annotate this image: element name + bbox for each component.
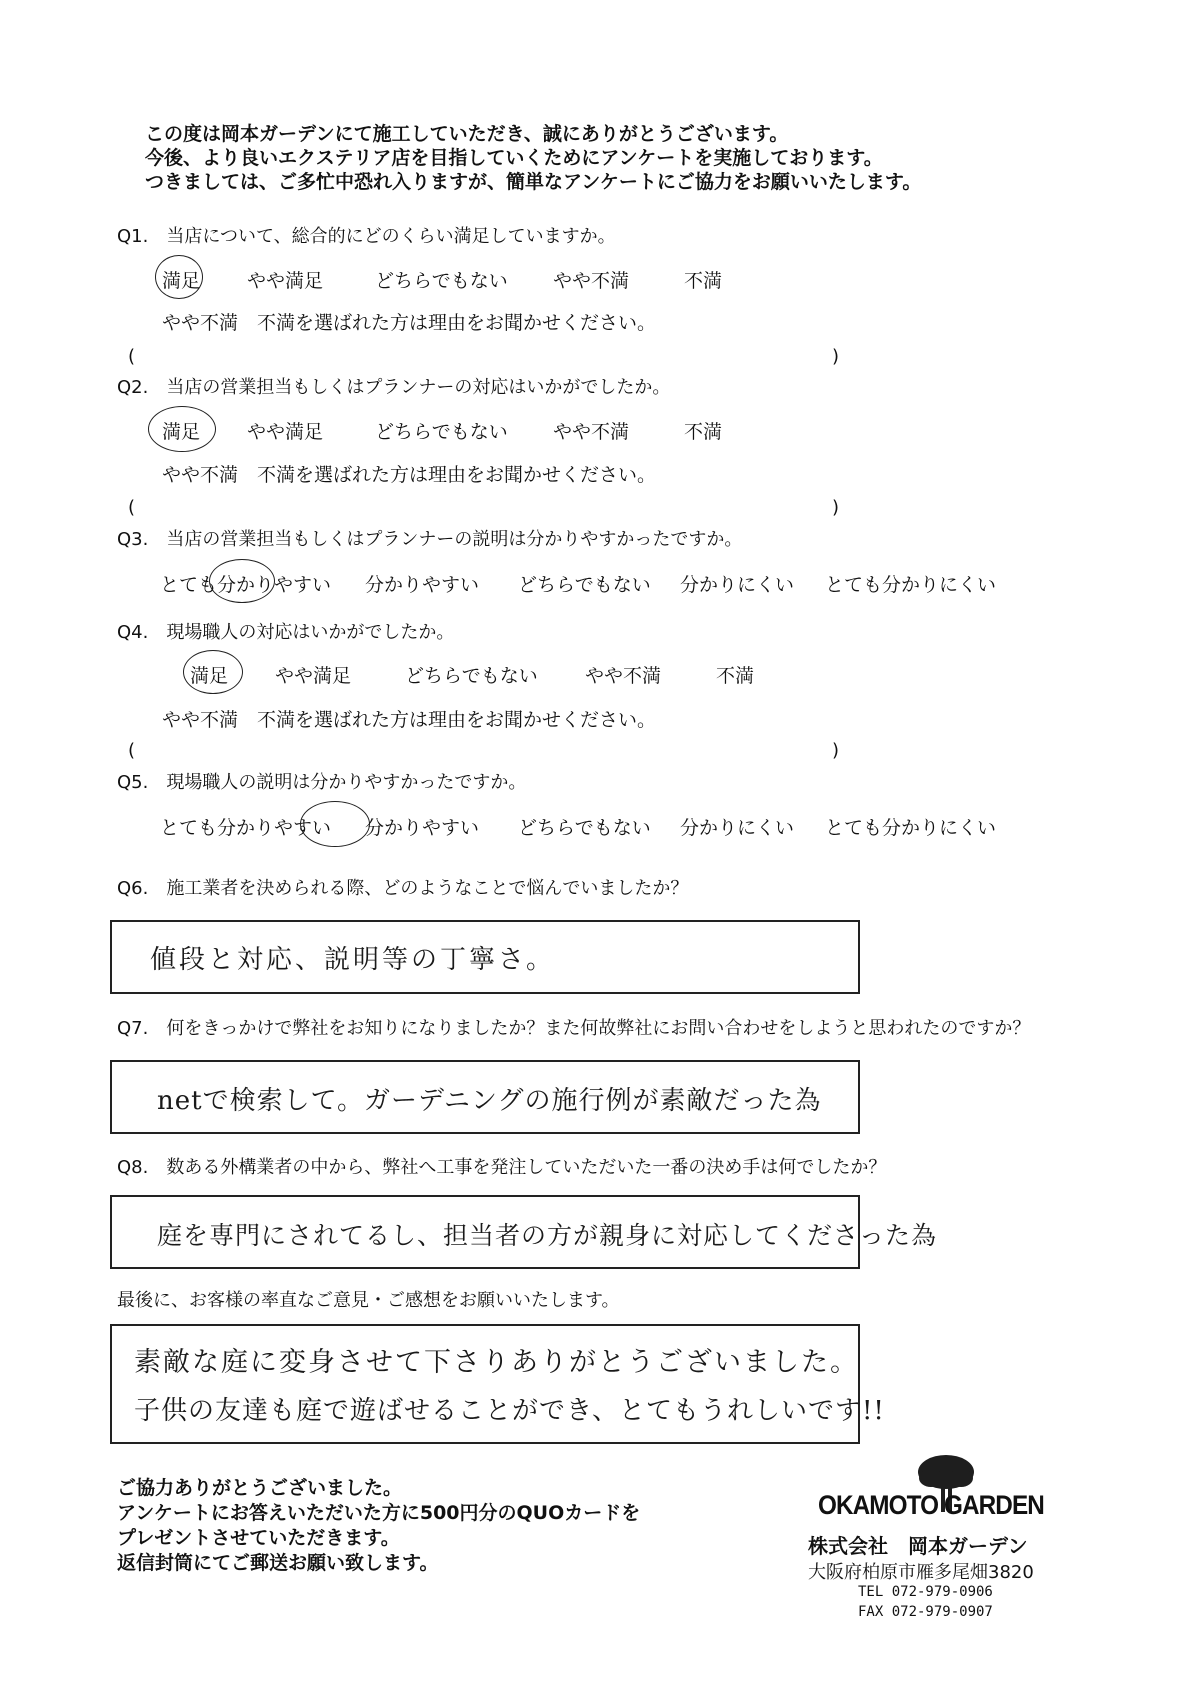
intro-line-1: この度は岡本ガーデンにて施工していただき、誠にありがとうございます。 — [145, 123, 789, 145]
q5-selection-circle — [300, 801, 370, 847]
q4-option-somewhat-satisfied[interactable]: やや満足 — [275, 665, 352, 687]
q3-option-very-clear[interactable]: とても分かりやすい — [160, 574, 332, 596]
q2-reason-prompt: やや不満 不満を選ばれた方は理由をお聞かせください。 — [162, 464, 657, 486]
q2-question: Q2. 当店の営業担当もしくはプランナーの対応はいかがでしたか。 — [117, 377, 671, 398]
q4-option-somewhat-dissatisfied[interactable]: やや不満 — [585, 665, 662, 687]
q7-question: Q7. 何をきっかけで弊社をお知りになりましたか？また何故弊社にお問い合わせをしようと思われたのですか？ — [117, 1018, 1031, 1039]
company-tel: TEL 072-979-0906 — [858, 1584, 993, 1600]
q1-option-somewhat-dissatisfied[interactable]: やや不満 — [553, 270, 630, 292]
q4-option-dissatisfied[interactable]: 不満 — [716, 665, 755, 687]
q1-selection-circle — [155, 255, 203, 299]
final-answer-line-2: 子供の友達も庭で遊ばせることができ、とてもうれしいです!! — [134, 1396, 885, 1426]
q4-reason-prompt: やや不満 不満を選ばれた方は理由をお聞かせください。 — [162, 709, 657, 731]
q2-option-dissatisfied[interactable]: 不満 — [684, 421, 723, 443]
q2-option-neutral[interactable]: どちらでもない — [375, 421, 508, 443]
q2-reason-paren-open: ( — [128, 497, 136, 518]
footer-thanks: ご協力ありがとうございました。 — [117, 1477, 403, 1499]
q2-selection-circle — [148, 406, 216, 452]
q2-option-somewhat-dissatisfied[interactable]: やや不満 — [553, 421, 630, 443]
q5-option-unclear[interactable]: 分かりにくい — [680, 817, 795, 839]
q6-answer-text: 値段と対応、説明等の丁寧さ。 — [150, 945, 555, 975]
q5-question: Q5. 現場職人の説明は分かりやすかったですか。 — [117, 772, 527, 793]
q3-option-clear[interactable]: 分かりやすい — [365, 574, 480, 596]
q3-selection-circle — [209, 559, 275, 603]
footer-return-envelope: 返信封筒にてご郵送お願い致します。 — [117, 1552, 439, 1574]
company-logo-text: OKAMOTO GARDEN — [818, 1490, 1044, 1520]
q2-option-satisfied[interactable]: 満足 — [162, 421, 201, 443]
q8-question: Q8. 数ある外構業者の中から、弊社へ工事を発注していただいた一番の決め手は何でしたか？ — [117, 1157, 887, 1178]
q2-reason-paren-close: ) — [832, 497, 840, 518]
footer-quo-card: アンケートにお答えいただいた方に500円分のQUOカードを — [117, 1502, 641, 1524]
q4-option-neutral[interactable]: どちらでもない — [405, 665, 538, 687]
final-answer-box[interactable] — [110, 1324, 885, 1444]
q4-option-satisfied[interactable]: 満足 — [190, 665, 229, 687]
q8-answer-text: 庭を専門にされてるし、担当者の方が親身に対応してくださった為 — [157, 1221, 938, 1250]
q7-answer-text: netで検索して。ガーデニングの施行例が素敵だった為 — [157, 1086, 822, 1116]
q5-option-very-clear[interactable]: とても分かりやすい — [160, 817, 332, 839]
q6-question: Q6. 施工業者を決められる際、どのようなことで悩んでいましたか？ — [117, 878, 689, 899]
final-answer-line-1: 素敵な庭に変身させて下さりありがとうございました。 — [134, 1347, 859, 1378]
q6-answer-box[interactable] — [110, 920, 860, 994]
q7-answer-box[interactable] — [110, 1060, 860, 1134]
company-address: 大阪府柏原市雁多尾畑3820 — [808, 1562, 1034, 1583]
q1-reason-paren-close: ) — [832, 346, 840, 367]
q1-option-dissatisfied[interactable]: 不満 — [684, 270, 723, 292]
footer-present: プレゼントさせていただきます。 — [117, 1527, 400, 1549]
q8-answer-box[interactable] — [110, 1195, 938, 1269]
company-fax: FAX 072-979-0907 — [858, 1604, 993, 1620]
q3-option-unclear[interactable]: 分かりにくい — [680, 574, 795, 596]
q4-selection-circle — [183, 650, 243, 694]
q5-option-clear[interactable]: 分かりやすい — [365, 817, 480, 839]
intro-line-2: 今後、より良いエクステリア店を目指していくためにアンケートを実施しております。 — [145, 147, 883, 169]
q3-option-neutral[interactable]: どちらでもない — [518, 574, 651, 596]
intro-line-3: つきましては、ご多忙中恐れ入りますが、簡単なアンケートにご協力をお願いいたします。 — [145, 171, 922, 193]
q1-option-neutral[interactable]: どちらでもない — [375, 270, 508, 292]
final-question: 最後に、お客様の率直なご意見・ご感想をお願いいたします。 — [117, 1290, 620, 1311]
q1-reason-prompt: やや不満 不満を選ばれた方は理由をお聞かせください。 — [162, 312, 657, 334]
q5-option-very-unclear[interactable]: とても分かりにくい — [825, 817, 997, 839]
q5-option-neutral[interactable]: どちらでもない — [518, 817, 651, 839]
q3-question: Q3. 当店の営業担当もしくはプランナーの説明は分かりやすかったですか。 — [117, 529, 743, 550]
company-name: 株式会社 岡本ガーデン — [808, 1534, 1028, 1558]
q2-option-somewhat-satisfied[interactable]: やや満足 — [247, 421, 324, 443]
q1-option-satisfied[interactable]: 満足 — [162, 270, 201, 292]
q4-question: Q4. 現場職人の対応はいかがでしたか。 — [117, 622, 455, 643]
q4-reason-paren-close: ) — [832, 740, 840, 761]
q1-question: Q1. 当店について、総合的にどのくらい満足していますか。 — [117, 226, 616, 247]
q3-option-very-unclear[interactable]: とても分かりにくい — [825, 574, 997, 596]
q4-reason-paren-open: ( — [128, 740, 136, 761]
q1-option-somewhat-satisfied[interactable]: やや満足 — [247, 270, 324, 292]
q1-reason-paren-open: ( — [128, 346, 136, 367]
